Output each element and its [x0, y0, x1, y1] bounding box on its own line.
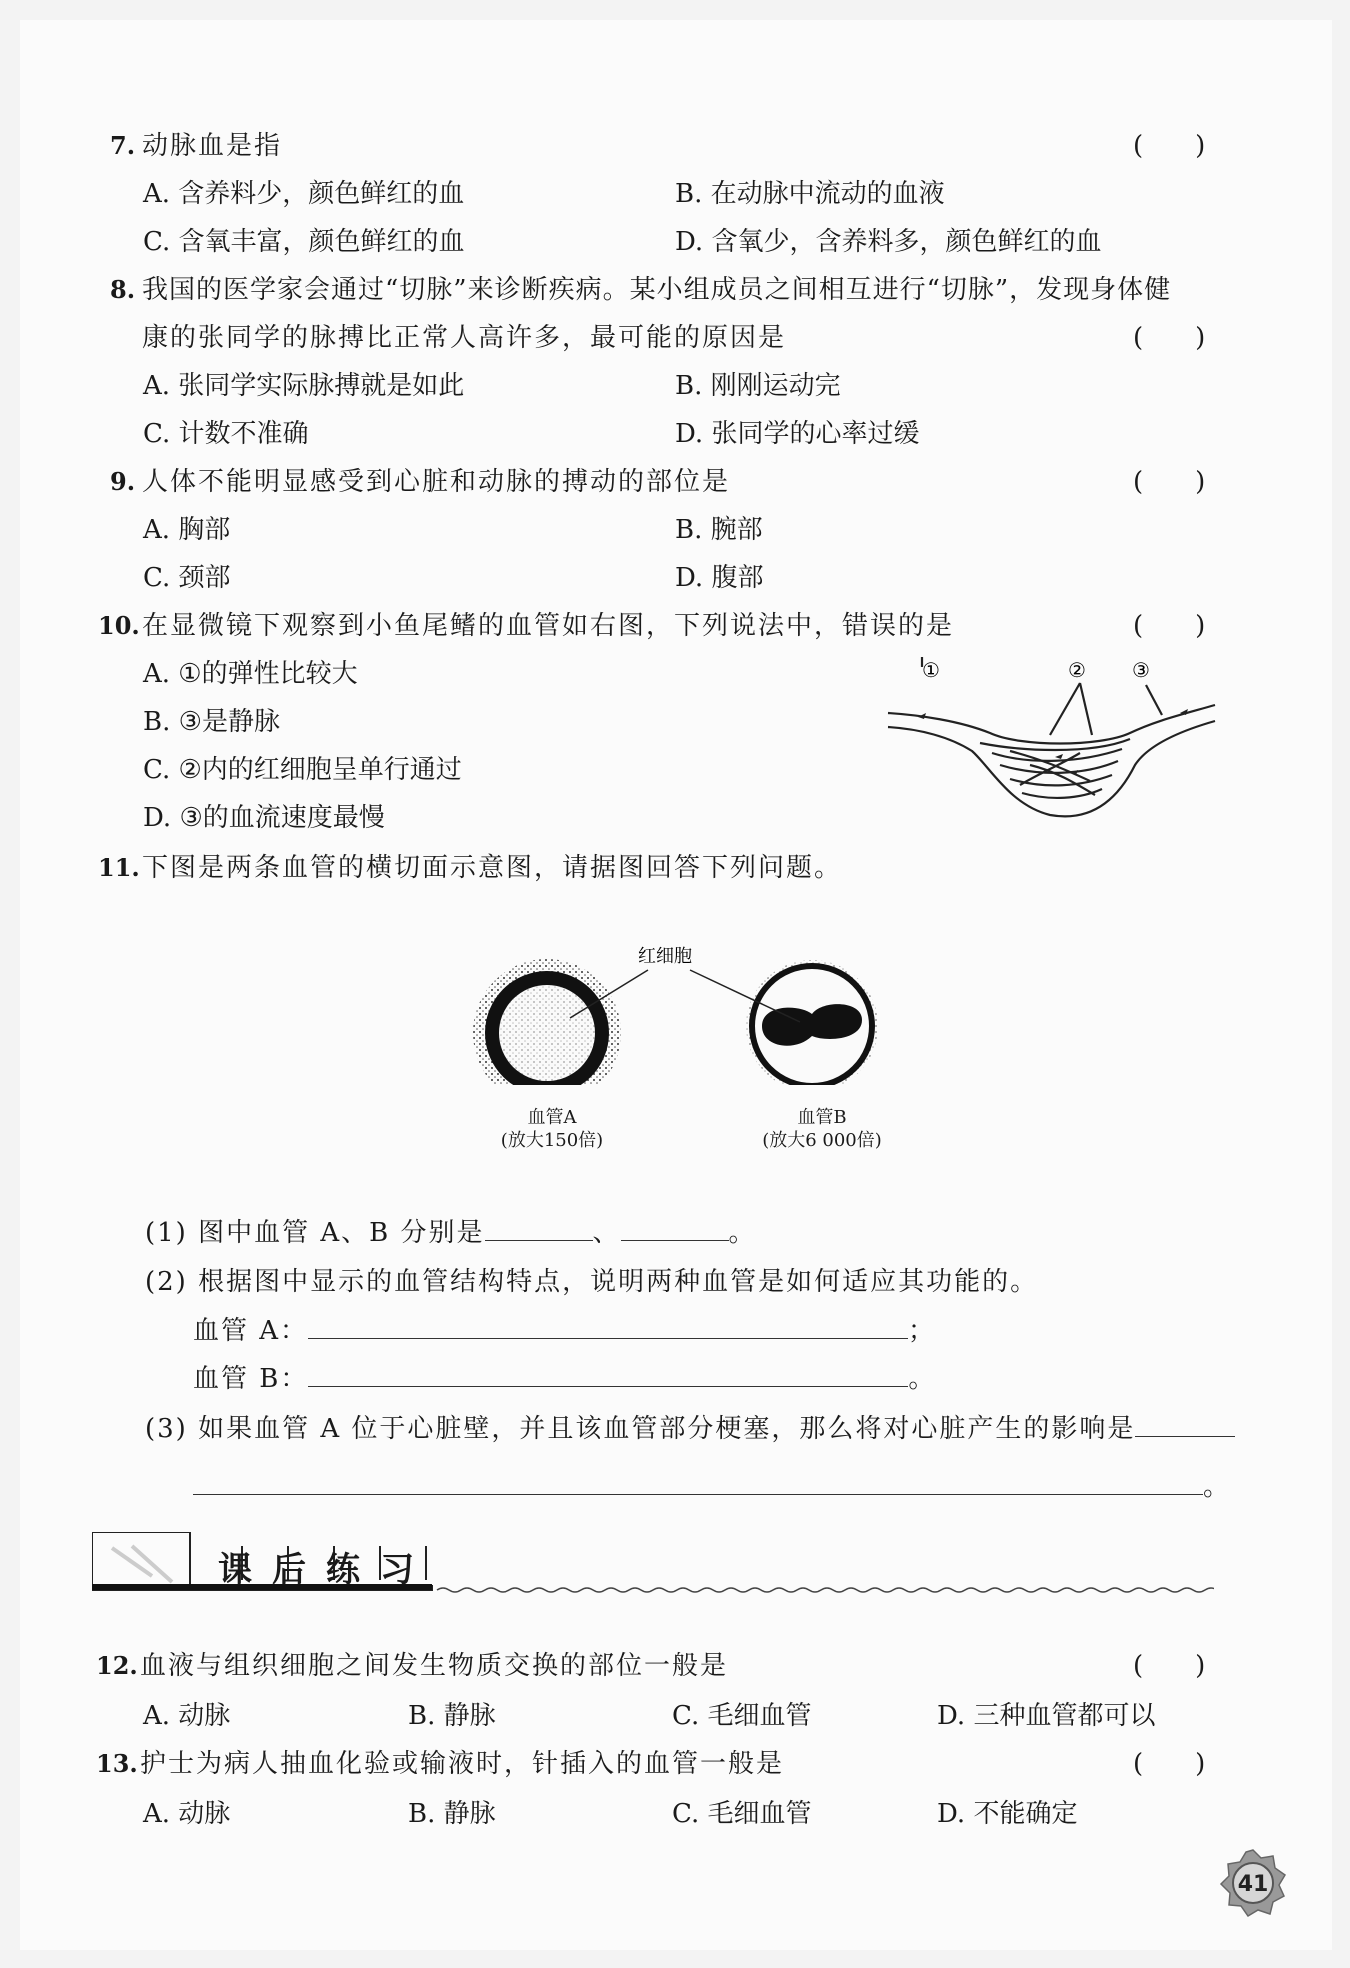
option-a: A. 张同学实际脉搏就是如此: [143, 371, 465, 401]
period: 。: [908, 1364, 937, 1394]
capillary-network-figure: [880, 655, 1220, 835]
red-blood-cell-label: 红细胞: [638, 946, 692, 967]
sub-question-2b: [193, 1362, 936, 1395]
option-c: C. 计数不准确: [143, 419, 309, 449]
question-11-stem: 下图是两条血管的横切面示意图，请据图回答下列问题。: [142, 853, 843, 883]
question-9-number: 9.: [110, 467, 136, 496]
vessel-a-magnification: (放大150倍): [500, 1130, 604, 1151]
question-12-stem: 血液与组织细胞之间发生物质交换的部位一般是: [140, 1651, 729, 1681]
vessel-a-caption: 血管A: [527, 1107, 577, 1128]
answer-paren: ( ): [1133, 467, 1206, 497]
answer-paren: ( ): [1133, 611, 1206, 641]
wavy-divider: [437, 1588, 1214, 1592]
sub-question-2-text: (2) 根据图中显示的血管结构特点，说明两种血管是如何适应其功能的。: [145, 1267, 1039, 1297]
option-c: C. 颈部: [143, 563, 231, 593]
option-c: C. 毛细血管: [672, 1799, 812, 1829]
answer-paren: ( ): [1133, 1749, 1206, 1779]
period: 。: [728, 1218, 757, 1248]
vessel-cross-section-figure: [460, 940, 900, 1085]
answer-blank-vessel-a[interactable]: [308, 1314, 908, 1339]
option-c: C. 含氧丰富，颜色鲜红的血: [143, 227, 465, 257]
sub-question-1-text: (1) 图中血管 A、B 分别是: [145, 1218, 485, 1248]
option-a: A. 胸部: [143, 515, 231, 545]
option-b: B. 刚刚运动完: [675, 371, 841, 401]
question-8-stem: 我国的医学家会通过“切脉”来诊断疾病。某小组成员之间相互进行“切脉”，发现身体健: [142, 275, 1172, 305]
option-d: D. 腹部: [675, 563, 764, 593]
option-d: D. 含氧少，含养料多，颜色鲜红的血: [675, 227, 1102, 257]
option-a: A. ①的弹性比较大: [143, 659, 358, 689]
answer-blank-b[interactable]: [621, 1216, 729, 1241]
option-b: B. 静脉: [408, 1701, 496, 1731]
vessel-a-prompt: 血管 A：: [193, 1316, 309, 1346]
question-7-stem: 动脉血是指: [142, 131, 283, 161]
semicolon: ；: [908, 1316, 937, 1346]
sub-question-3-text: (3) 如果血管 A 位于心脏壁，并且该血管部分梗塞，那么将对心脏产生的影响是: [145, 1414, 1136, 1444]
vessel-b-caption: 血管B: [797, 1107, 847, 1128]
section-char: 习: [380, 1550, 434, 1590]
sub-question-1: [145, 1216, 757, 1249]
sub-question-2a: [193, 1314, 936, 1347]
question-8-number: 8.: [110, 275, 136, 304]
period: 。: [1203, 1472, 1232, 1502]
sub-question-3: [145, 1412, 1235, 1445]
question-12-number: 12.: [96, 1651, 138, 1680]
section-title: [218, 1550, 434, 1590]
option-a: A. 动脉: [143, 1701, 231, 1731]
question-8-stem-line2: 康的张同学的脉搏比正常人高许多，最可能的原因是: [142, 323, 787, 353]
vessel-a-drawing: [473, 959, 621, 1085]
option-c: C. 毛细血管: [672, 1701, 812, 1731]
page-number: 41: [1237, 1872, 1269, 1897]
answer-paren: ( ): [1133, 323, 1206, 353]
option-b: B. 静脉: [408, 1799, 496, 1829]
option-b: B. 腕部: [675, 515, 763, 545]
sub-question-3-line2: [193, 1470, 1231, 1503]
question-10-number: 10.: [98, 611, 140, 640]
question-11-number: 11.: [98, 853, 140, 882]
section-char: 练: [326, 1550, 380, 1590]
answer-blank-vessel-b[interactable]: [308, 1362, 908, 1387]
separator: 、: [592, 1218, 621, 1248]
option-a: A. 含养料少，颜色鲜红的血: [143, 179, 465, 209]
answer-blank-a[interactable]: [485, 1216, 593, 1241]
option-a: A. 动脉: [143, 1799, 231, 1829]
vessel-b-magnification: (放大6 000倍): [762, 1130, 882, 1151]
answer-paren: ( ): [1133, 1651, 1206, 1681]
question-13-stem: 护士为病人抽血化验或输液时，针插入的血管一般是: [140, 1749, 785, 1779]
option-c: C. ②内的红细胞呈单行通过: [143, 755, 462, 785]
question-7-number: 7.: [110, 131, 136, 160]
answer-blank-effect-2[interactable]: [193, 1470, 1203, 1495]
option-b: B. 在动脉中流动的血液: [675, 179, 945, 209]
option-d: D. ③的血流速度最慢: [143, 803, 385, 833]
figure-label-2: ②: [1068, 658, 1086, 682]
question-9-stem: 人体不能明显感受到心脏和动脉的搏动的部位是: [142, 467, 731, 497]
answer-paren: ( ): [1133, 131, 1206, 161]
section-char: 课: [218, 1550, 272, 1590]
figure-label-1: ①: [922, 658, 940, 682]
page-number-badge: [1218, 1848, 1288, 1918]
option-d: D. 不能确定: [937, 1799, 1078, 1829]
section-char: 后: [272, 1550, 326, 1590]
option-b: B. ③是静脉: [143, 707, 280, 737]
vessel-b-prompt: 血管 B：: [193, 1364, 309, 1394]
vessel-b-drawing: [746, 960, 878, 1085]
question-13-number: 13.: [96, 1749, 138, 1778]
question-10-stem: 在显微镜下观察到小鱼尾鳍的血管如右图，下列说法中，错误的是: [142, 611, 955, 641]
figure-label-3: ③: [1132, 658, 1150, 682]
option-d: D. 三种血管都可以: [937, 1701, 1156, 1731]
option-d: D. 张同学的心率过缓: [675, 419, 920, 449]
answer-blank-effect-1[interactable]: [1135, 1412, 1235, 1437]
